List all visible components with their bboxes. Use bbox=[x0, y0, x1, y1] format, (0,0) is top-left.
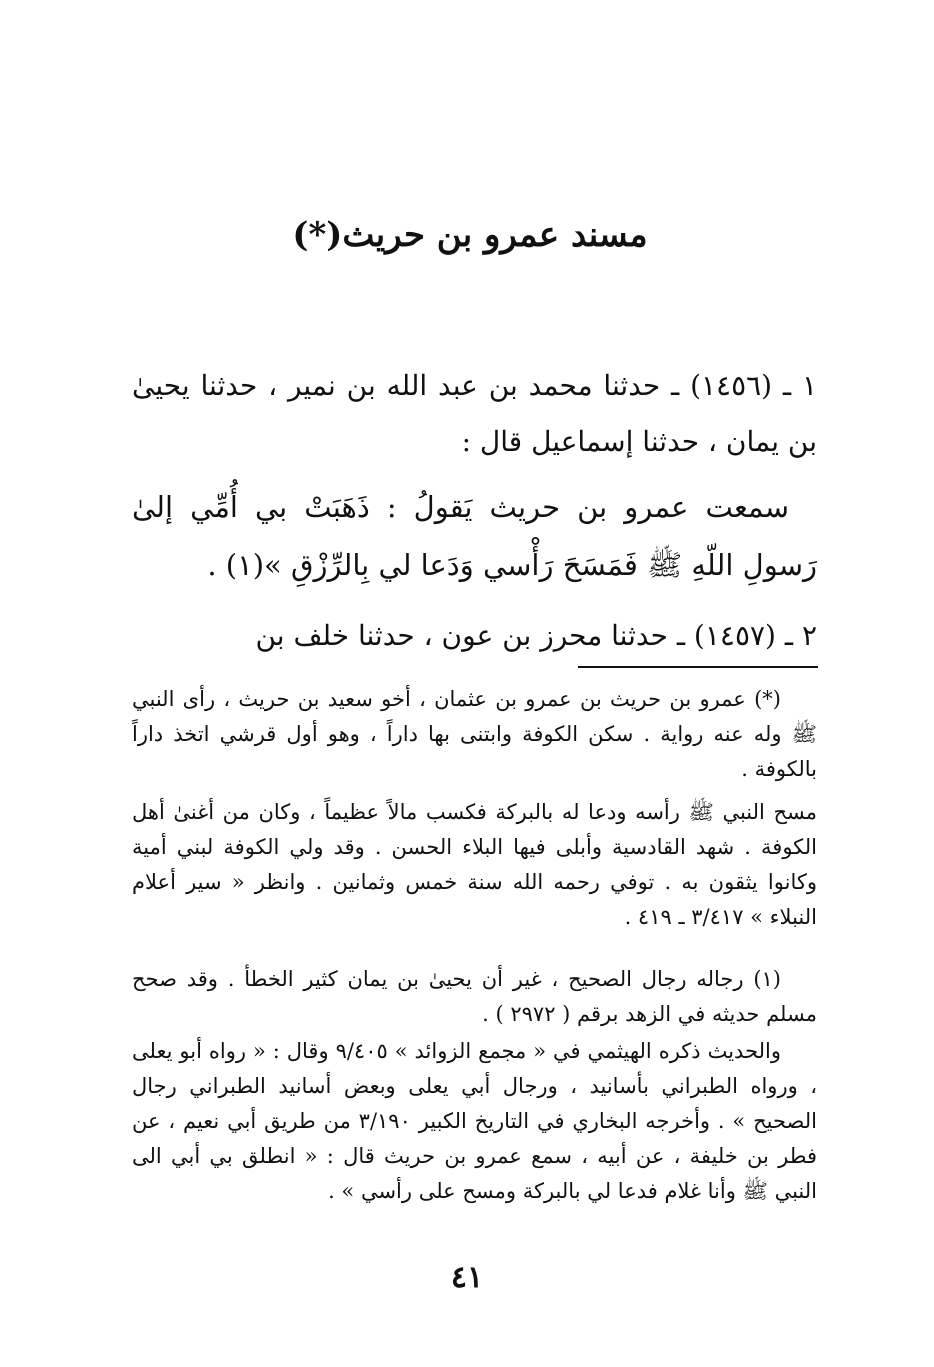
footnote-star-bio-2: مسح النبي ﷺ رأسه ودعا له بالبركة فكسب مالاً عظيماً ، وكان من أغنىٰ أهل الكوفة . شهد القادسية وأبلى فيها البلاء الحسن . وقد ولي الكوفة لبني أمية وكانوا يثقون به . توفي رحمه الله سنة خمس وثمانين . وانظر « سير أعلام النبلاء » ٣/٤١٧ ـ ٤١٩ . bbox=[132, 800, 817, 929]
page-title: مسند عمرو بن حريث(*) bbox=[292, 215, 648, 255]
footnote-1-grading: (١) رجاله رجال الصحيح ، غير أن يحيىٰ بن يمان كثير الخطأ . وقد صحح مسلم حديثه في الزهد برقم ( ٢٩٧٢ ) . bbox=[132, 967, 817, 1026]
hadith-2-isnad: ٢ ـ (١٤٥٧) ـ حدثنا محرز بن عون ، حدثنا خلف بن bbox=[255, 619, 817, 652]
main-text bbox=[132, 358, 817, 664]
footnote-star bbox=[132, 682, 817, 935]
footnote-star-bio-1: (*) عمرو بن حريث بن عمرو بن عثمان ، أخو سعيد بن حريث ، رأى النبي ﷺ وله عنه رواية . سكن الكوفة وابتنى بها داراً ، وهو أول قرشي اتخذ داراً بالكوفة . bbox=[132, 687, 817, 781]
hadith-1-isnad: ١ ـ (١٤٥٦) ـ حدثنا محمد بن عبد الله بن نمير ، حدثنا يحيىٰ بن يمان ، حدثنا إسماعيل قال : bbox=[132, 369, 817, 458]
footnote-1 bbox=[132, 962, 817, 1209]
hadith-1-matn: سمعت عمرو بن حريث يَقولُ : ذَهَبَتْ بي أُمِّي إلىٰ رَسولِ اللّهِ ﷺ فَمَسَحَ رَأْسي وَدَعا لي بِالرِّزْقِ »(١) . bbox=[132, 490, 817, 582]
footnote-separator bbox=[578, 666, 818, 668]
page-number: ٤١ bbox=[450, 1260, 484, 1295]
footnote-1-takhrij: والحديث ذكره الهيثمي في « مجمع الزوائد » ٩/٤٠٥ وقال : « رواه أبو يعلى ، ورواه الطبراني بأسانيد ، ورجال أبي يعلى وبعض أسانيد الطبراني رجال الصحيح » . وأخرجه البخاري في التاريخ الكبير ٣/١٩٠ من طريق أبي نعيم ، عن فطر بن خليفة ، عن أبيه ، سمع عمرو بن حريث قال : « انطلق بي أبي الى النبي ﷺ وأنا غلام فدعا لي بالبركة ومسح على رأسي » . bbox=[132, 1039, 817, 1203]
